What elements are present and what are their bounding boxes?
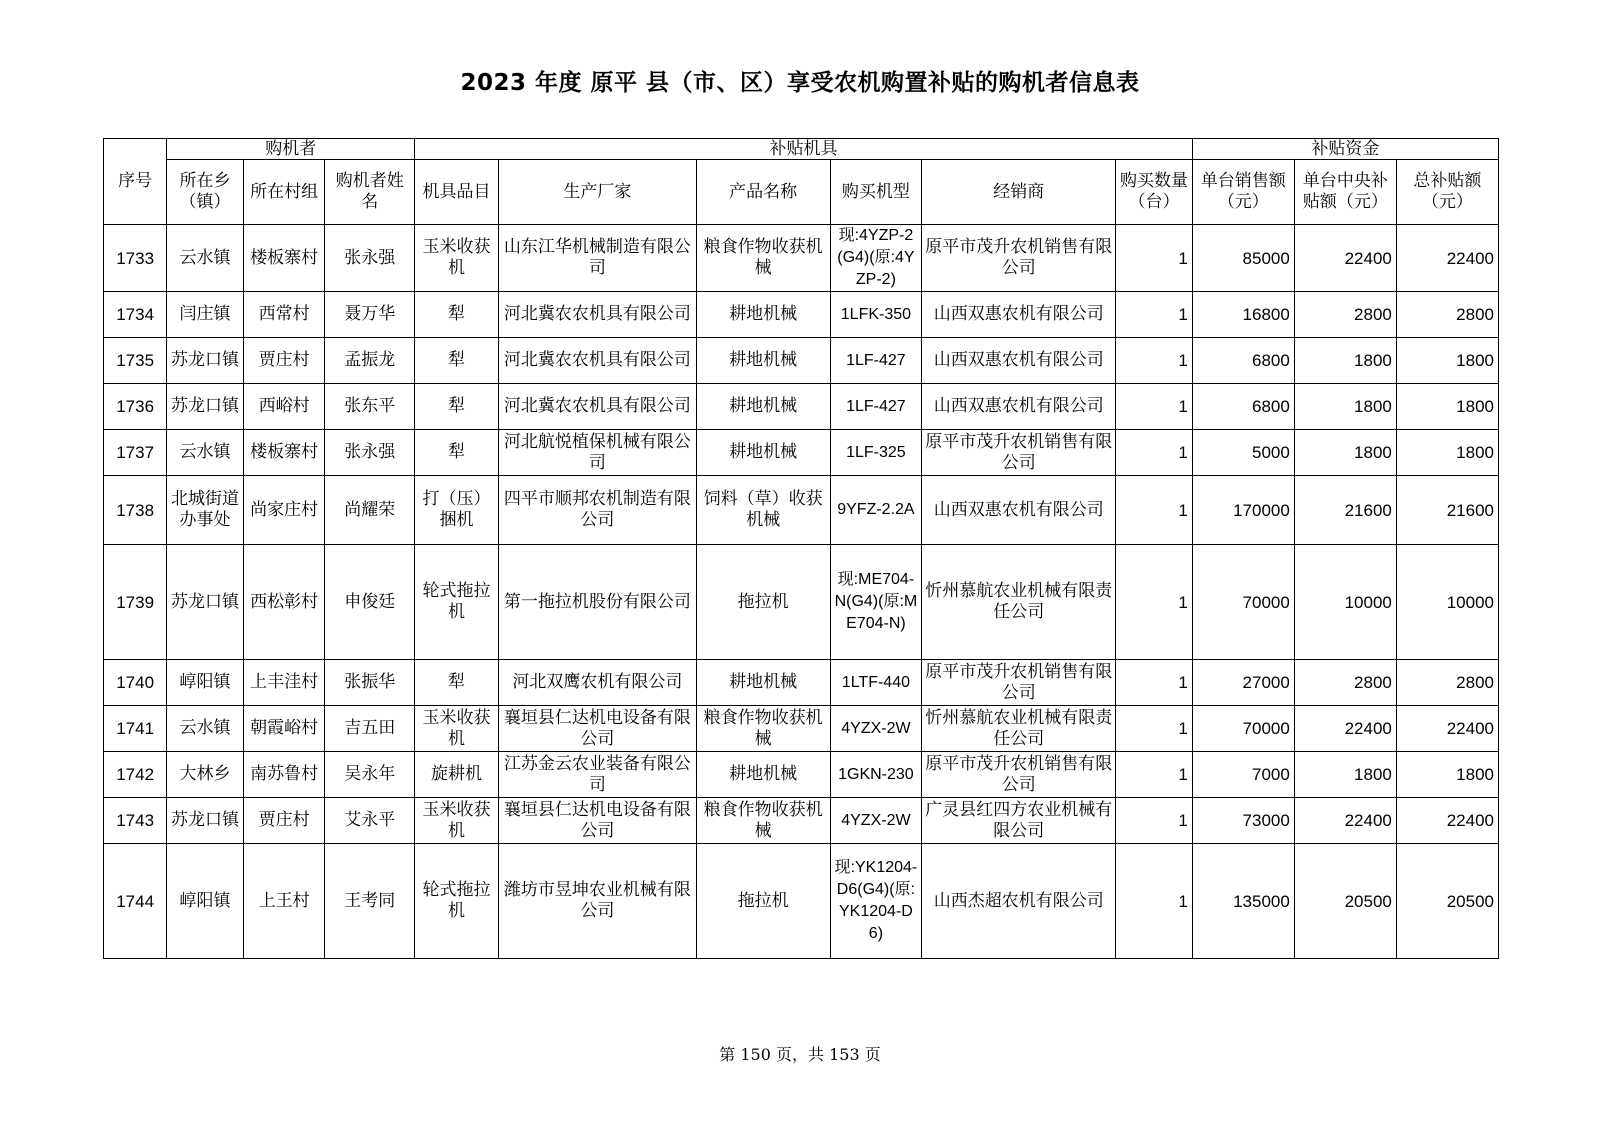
cell-seq: 1735 [104,338,167,384]
cell-total-subsidy: 22400 [1396,706,1498,752]
cell-seq: 1734 [104,292,167,338]
cell-seq: 1740 [104,660,167,706]
cell-seq: 1738 [104,476,167,545]
cell-qty: 1 [1116,292,1193,338]
cell-product: 耕地机械 [696,752,830,798]
cell-buyer-name: 张永强 [325,430,415,476]
cell-seq: 1743 [104,798,167,844]
cell-town: 云水镇 [167,225,244,292]
cell-total-subsidy: 1800 [1396,384,1498,430]
table-row [104,476,1499,545]
table-row [104,430,1499,476]
cell-village: 贾庄村 [243,798,325,844]
header-town: 所在乡（镇） [167,160,244,225]
header-model: 购买机型 [830,160,922,225]
cell-model: 1LTF-440 [830,660,922,706]
cell-unit-price: 73000 [1192,798,1294,844]
cell-model: 1LF-325 [830,430,922,476]
cell-model: 1GKN-230 [830,752,922,798]
cell-buyer-name: 张振华 [325,660,415,706]
cell-qty: 1 [1116,660,1193,706]
cell-model: 现:ME704-N(G4)(原:ME704-N) [830,545,922,660]
cell-central-subsidy: 20500 [1294,844,1396,959]
cell-central-subsidy: 1800 [1294,384,1396,430]
cell-category: 旋耕机 [415,752,499,798]
cell-buyer-name: 吴永年 [325,752,415,798]
cell-category: 犁 [415,338,499,384]
cell-category: 玉米收获机 [415,706,499,752]
cell-category: 犁 [415,660,499,706]
cell-manufacturer: 山东江华机械制造有限公司 [498,225,696,292]
cell-dealer: 山西双惠农机有限公司 [922,292,1116,338]
cell-product: 粮食作物收获机械 [696,225,830,292]
cell-dealer: 忻州慕航农业机械有限责任公司 [922,545,1116,660]
cell-central-subsidy: 1800 [1294,430,1396,476]
cell-buyer-name: 艾永平 [325,798,415,844]
cell-village: 楼板寨村 [243,225,325,292]
header-unit-price: 单台销售额（元） [1192,160,1294,225]
cell-village: 西常村 [243,292,325,338]
subsidy-table [103,138,1499,959]
cell-unit-price: 70000 [1192,706,1294,752]
header-seq: 序号 [104,139,167,225]
cell-seq: 1739 [104,545,167,660]
cell-total-subsidy: 20500 [1396,844,1498,959]
cell-category: 玉米收获机 [415,225,499,292]
cell-product: 耕地机械 [696,430,830,476]
cell-town: 苏龙口镇 [167,338,244,384]
cell-seq: 1736 [104,384,167,430]
cell-unit-price: 6800 [1192,338,1294,384]
cell-manufacturer: 江苏金云农业装备有限公司 [498,752,696,798]
cell-product: 饲料（草）收获机械 [696,476,830,545]
cell-qty: 1 [1116,752,1193,798]
cell-total-subsidy: 22400 [1396,798,1498,844]
cell-qty: 1 [1116,225,1193,292]
cell-town: 云水镇 [167,706,244,752]
cell-manufacturer: 河北双鹰农机有限公司 [498,660,696,706]
cell-manufacturer: 四平市顺邦农机制造有限公司 [498,476,696,545]
cell-village: 南苏鲁村 [243,752,325,798]
cell-village: 朝霞峪村 [243,706,325,752]
cell-buyer-name: 王考同 [325,844,415,959]
cell-buyer-name: 张东平 [325,384,415,430]
cell-manufacturer: 第一拖拉机股份有限公司 [498,545,696,660]
header-category: 机具品目 [415,160,499,225]
cell-central-subsidy: 22400 [1294,225,1396,292]
cell-dealer: 广灵县红四方农业机械有限公司 [922,798,1116,844]
cell-seq: 1741 [104,706,167,752]
cell-model: 现:4YZP-2(G4)(原:4YZP-2) [830,225,922,292]
cell-qty: 1 [1116,545,1193,660]
cell-category: 犁 [415,292,499,338]
cell-qty: 1 [1116,338,1193,384]
cell-manufacturer: 河北航悦植保机械有限公司 [498,430,696,476]
cell-total-subsidy: 1800 [1396,752,1498,798]
cell-dealer: 原平市茂升农机销售有限公司 [922,225,1116,292]
cell-buyer-name: 孟振龙 [325,338,415,384]
cell-central-subsidy: 2800 [1294,292,1396,338]
table-row [104,384,1499,430]
cell-category: 轮式拖拉机 [415,844,499,959]
header-dealer: 经销商 [922,160,1116,225]
header-village: 所在村组 [243,160,325,225]
page-number: 第 150 页，共 153 页 [719,1045,881,1064]
header-total-subsidy: 总补贴额（元） [1396,160,1498,225]
table-row [104,338,1499,384]
cell-product: 耕地机械 [696,292,830,338]
cell-dealer: 原平市茂升农机销售有限公司 [922,752,1116,798]
cell-category: 犁 [415,384,499,430]
cell-model: 4YZX-2W [830,706,922,752]
cell-buyer-name: 申俊廷 [325,545,415,660]
cell-product: 耕地机械 [696,660,830,706]
cell-seq: 1737 [104,430,167,476]
cell-village: 西松彰村 [243,545,325,660]
cell-town: 苏龙口镇 [167,545,244,660]
cell-dealer: 原平市茂升农机销售有限公司 [922,660,1116,706]
cell-buyer-name: 尚耀荣 [325,476,415,545]
cell-village: 上丰洼村 [243,660,325,706]
table-row [104,706,1499,752]
table-row [104,545,1499,660]
cell-category: 打（压）捆机 [415,476,499,545]
table-row [104,844,1499,959]
table-row [104,225,1499,292]
cell-total-subsidy: 2800 [1396,660,1498,706]
cell-town: 闫庄镇 [167,292,244,338]
cell-village: 上王村 [243,844,325,959]
cell-total-subsidy: 2800 [1396,292,1498,338]
cell-unit-price: 85000 [1192,225,1294,292]
cell-total-subsidy: 10000 [1396,545,1498,660]
cell-total-subsidy: 21600 [1396,476,1498,545]
cell-central-subsidy: 2800 [1294,660,1396,706]
cell-dealer: 山西双惠农机有限公司 [922,476,1116,545]
cell-town: 崞阳镇 [167,660,244,706]
cell-unit-price: 170000 [1192,476,1294,545]
cell-dealer: 忻州慕航农业机械有限责任公司 [922,706,1116,752]
cell-qty: 1 [1116,844,1193,959]
cell-seq: 1742 [104,752,167,798]
cell-central-subsidy: 22400 [1294,798,1396,844]
cell-town: 北城街道办事处 [167,476,244,545]
cell-unit-price: 7000 [1192,752,1294,798]
table-row [104,798,1499,844]
cell-total-subsidy: 22400 [1396,225,1498,292]
header-group-funds [1192,139,1498,160]
header-group-machine: 补贴机具 [415,139,1193,160]
header-group-buyer: 购机者 [167,139,415,160]
cell-village: 贾庄村 [243,338,325,384]
cell-town: 大林乡 [167,752,244,798]
cell-product: 耕地机械 [696,338,830,384]
cell-village: 西峪村 [243,384,325,430]
cell-qty: 1 [1116,798,1193,844]
cell-category: 玉米收获机 [415,798,499,844]
header-manufacturer: 生产厂家 [498,160,696,225]
cell-product: 粮食作物收获机械 [696,706,830,752]
cell-total-subsidy: 1800 [1396,430,1498,476]
cell-product: 粮食作物收获机械 [696,798,830,844]
header-central-subsidy: 单台中央补贴额（元） [1294,160,1396,225]
cell-town: 苏龙口镇 [167,384,244,430]
cell-qty: 1 [1116,706,1193,752]
cell-qty: 1 [1116,384,1193,430]
cell-central-subsidy: 21600 [1294,476,1396,545]
cell-qty: 1 [1116,476,1193,545]
cell-unit-price: 27000 [1192,660,1294,706]
cell-village: 尚家庄村 [243,476,325,545]
cell-product: 拖拉机 [696,844,830,959]
cell-central-subsidy: 1800 [1294,338,1396,384]
cell-model: 1LF-427 [830,384,922,430]
table-body [104,225,1499,959]
cell-dealer: 山西杰超农机有限公司 [922,844,1116,959]
cell-product: 耕地机械 [696,384,830,430]
cell-central-subsidy: 1800 [1294,752,1396,798]
cell-manufacturer: 河北冀农农机具有限公司 [498,292,696,338]
cell-unit-price: 70000 [1192,545,1294,660]
cell-manufacturer: 襄垣县仁达机电设备有限公司 [498,706,696,752]
cell-dealer: 山西双惠农机有限公司 [922,338,1116,384]
header-product: 产品名称 [696,160,830,225]
table-row [104,660,1499,706]
cell-manufacturer: 潍坊市昱坤农业机械有限公司 [498,844,696,959]
cell-village: 楼板寨村 [243,430,325,476]
header-group-funds-label: 补贴资金 [1311,139,1380,159]
page-title: 2023 年度 原平 县（市、区）享受农机购置补贴的购机者信息表 [460,70,1140,96]
cell-model: 4YZX-2W [830,798,922,844]
cell-model: 9YFZ-2.2A [830,476,922,545]
cell-buyer-name: 聂万华 [325,292,415,338]
cell-central-subsidy: 10000 [1294,545,1396,660]
cell-town: 云水镇 [167,430,244,476]
cell-dealer: 原平市茂升农机销售有限公司 [922,430,1116,476]
cell-central-subsidy: 22400 [1294,706,1396,752]
cell-unit-price: 6800 [1192,384,1294,430]
cell-qty: 1 [1116,430,1193,476]
cell-manufacturer: 襄垣县仁达机电设备有限公司 [498,798,696,844]
cell-model: 现:YK1204-D6(G4)(原:YK1204-D6) [830,844,922,959]
cell-dealer: 山西双惠农机有限公司 [922,384,1116,430]
cell-model: 1LF-427 [830,338,922,384]
cell-model: 1LFK-350 [830,292,922,338]
cell-seq: 1744 [104,844,167,959]
cell-product: 拖拉机 [696,545,830,660]
cell-category: 轮式拖拉机 [415,545,499,660]
cell-unit-price: 5000 [1192,430,1294,476]
cell-seq: 1733 [104,225,167,292]
cell-town: 崞阳镇 [167,844,244,959]
table-row [104,752,1499,798]
cell-unit-price: 16800 [1192,292,1294,338]
cell-town: 苏龙口镇 [167,798,244,844]
cell-buyer-name: 张永强 [325,225,415,292]
cell-category: 犁 [415,430,499,476]
cell-total-subsidy: 1800 [1396,338,1498,384]
header-buyer-name: 购机者姓名 [325,160,415,225]
cell-buyer-name: 吉五田 [325,706,415,752]
cell-manufacturer: 河北冀农农机具有限公司 [498,338,696,384]
cell-manufacturer: 河北冀农农机具有限公司 [498,384,696,430]
header-qty: 购买数量（台） [1116,160,1193,225]
table-row [104,292,1499,338]
cell-unit-price: 135000 [1192,844,1294,959]
